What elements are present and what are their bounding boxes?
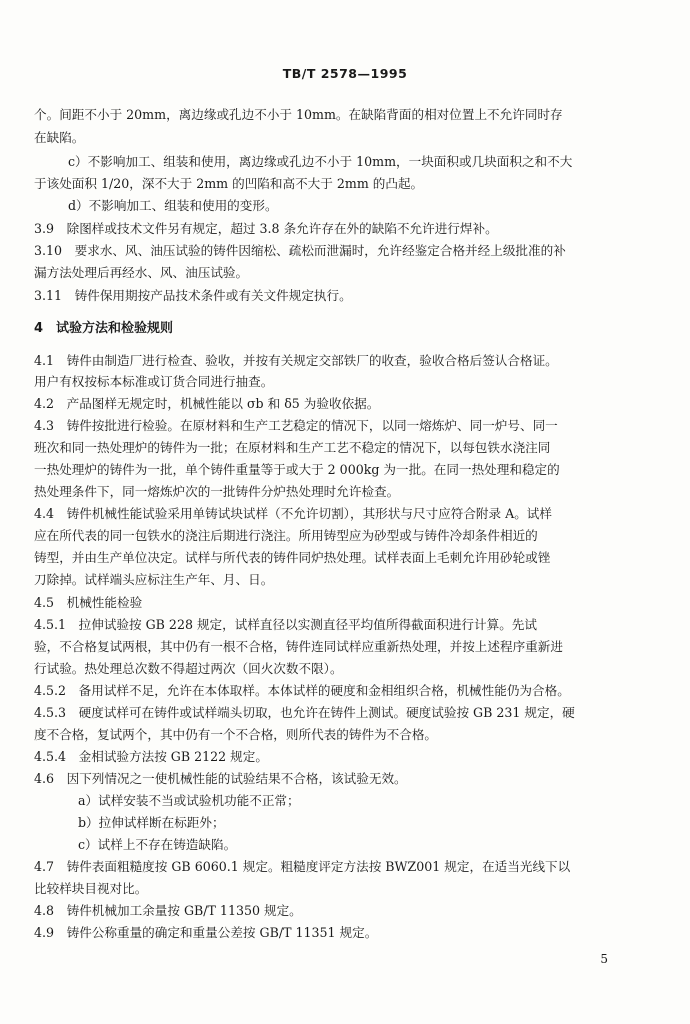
text-line: 一热处理炉的铸件为一批，单个铸件重量等于或大于 2 000kg 为一批。在同一热处理和稳定的 (34, 462, 560, 477)
clause-4-9: 4.9 铸件公称重量的确定和重量公差按 GB/T 11351 规定。 (34, 925, 378, 940)
text-line: 铸型，并由生产单位决定。试样与所代表的铸件同炉热处理。试样表面上毛刺允许用砂轮或锉 (34, 550, 551, 565)
text-line: 于该处面积 1/20，深不大于 2mm 的凹陷和高不大于 2mm 的凸起。 (34, 176, 424, 191)
text-line: 度不合格，复试两个，其中仍有一个不合格，则所代表的铸件为不合格。 (34, 727, 437, 742)
text-line: 验，不合格复试两根，其中仍有一根不合格，铸件连同试样应重新热处理，并按上述程序重新进 (34, 639, 563, 654)
clause-4-1: 4.1 铸件由制造厂进行检查、验收，并按有关规定交部铁厂的收查，验收合格后签认合格证。 (34, 353, 558, 368)
clause-4-5: 4.5 机械性能检验 (34, 595, 143, 610)
standard-header: TB/T 2578—1995 (282, 66, 408, 81)
clause-4-7: 4.7 铸件表面粗糙度按 GB 6060.1 规定。粗糙度评定方法按 BWZ001 规定，在适当光线下以 (34, 859, 571, 874)
clause-4-3: 4.3 铸件按批进行检验。在原材料和生产工艺稳定的情况下，以同一熔炼炉、同一炉号、同一 (34, 418, 558, 433)
text-line: 热处理条件下，同一熔炼炉次的一批铸件分炉热处理时允许检查。 (34, 484, 400, 499)
text-line: 比较样块目视对比。 (34, 881, 148, 896)
text-line: 行试验。热处理总次数不得超过两次（回火次数不限）。 (34, 661, 343, 676)
clause-3-11: 3.11 铸件保用期按产品技术条件或有关文件规定执行。 (34, 288, 352, 303)
text-line: 应在所代表的同一包铁水的浇注后期进行浇注。所用铸型应为砂型或与铸件冷却条件相近的 (34, 528, 538, 543)
list-item-b: b）拉伸试样断在标距外； (78, 815, 225, 830)
clause-3-10: 3.10 要求水、风、油压试验的铸件因缩松、疏松而泄漏时，允许经鉴定合格并经上级批准的补 (34, 243, 566, 258)
clause-4-5-2: 4.5.2 备用试样不足，允许在本体取样。本体试样的硬度和金相组织合格，机械性能仍为合格。 (34, 683, 570, 698)
text-line: 刀除掉。试样端头应标注生产年、月、日。 (34, 572, 274, 587)
clause-3-9: 3.9 除图样或技术文件另有规定，超过 3.8 条允许存在外的缺陷不允许进行焊补。 (34, 221, 498, 236)
clause-4-5-1: 4.5.1 拉伸试验按 GB 228 规定，试样直径以实测直径平均值所得截面积进行计算。先试 (34, 617, 537, 632)
clause-4-8: 4.8 铸件机械加工余量按 GB/T 11350 规定。 (34, 903, 302, 918)
text-line: 在缺陷。 (34, 130, 85, 145)
text-line: 用户有权按标本标准或订货合同进行抽查。 (34, 374, 274, 389)
clause-4-6: 4.6 因下列情况之一使机械性能的试验结果不合格，该试验无效。 (34, 771, 407, 786)
clause-4-2: 4.2 产品图样无规定时，机械性能以 σb 和 δ5 为验收依据。 (34, 396, 380, 411)
page-number: 5 (600, 952, 608, 966)
list-item-d: d）不影响加工、组装和使用的变形。 (68, 198, 278, 213)
list-item-c: c）不影响加工、组装和使用，离边缘或孔边不小于 10mm，一块面积或几块面积之和不大 (68, 154, 573, 169)
clause-4-5-4: 4.5.4 金相试验方法按 GB 2122 规定。 (34, 749, 268, 764)
list-item-c: c）试样上不存在铸造缺陷。 (78, 837, 237, 852)
text-line: 漏方法处理后再经水、风、油压试验。 (34, 265, 249, 280)
list-item-a: a）试样安装不当或试验机功能不正常； (78, 793, 300, 808)
clause-4-5-3: 4.5.3 硬度试样可在铸件或试样端头切取，也允许在铸件上测试。硬度试验按 GB 231 规定，硬 (34, 705, 575, 720)
section-heading: 4 试验方法和检验规则 (34, 321, 174, 336)
text-line: 个。间距不小于 20mm，离边缘或孔边不小于 10mm。在缺陷背面的相对位置上不允许同时存 (34, 107, 563, 122)
clause-4-4: 4.4 铸件机械性能试验采用单铸试块试样（不允许切割），其形状与尺寸应符合附录 A。试样 (34, 506, 552, 521)
text-line: 班次和同一热处理炉的铸件为一批；在原材料和生产工艺不稳定的情况下，以每包铁水浇注同 (34, 440, 551, 455)
